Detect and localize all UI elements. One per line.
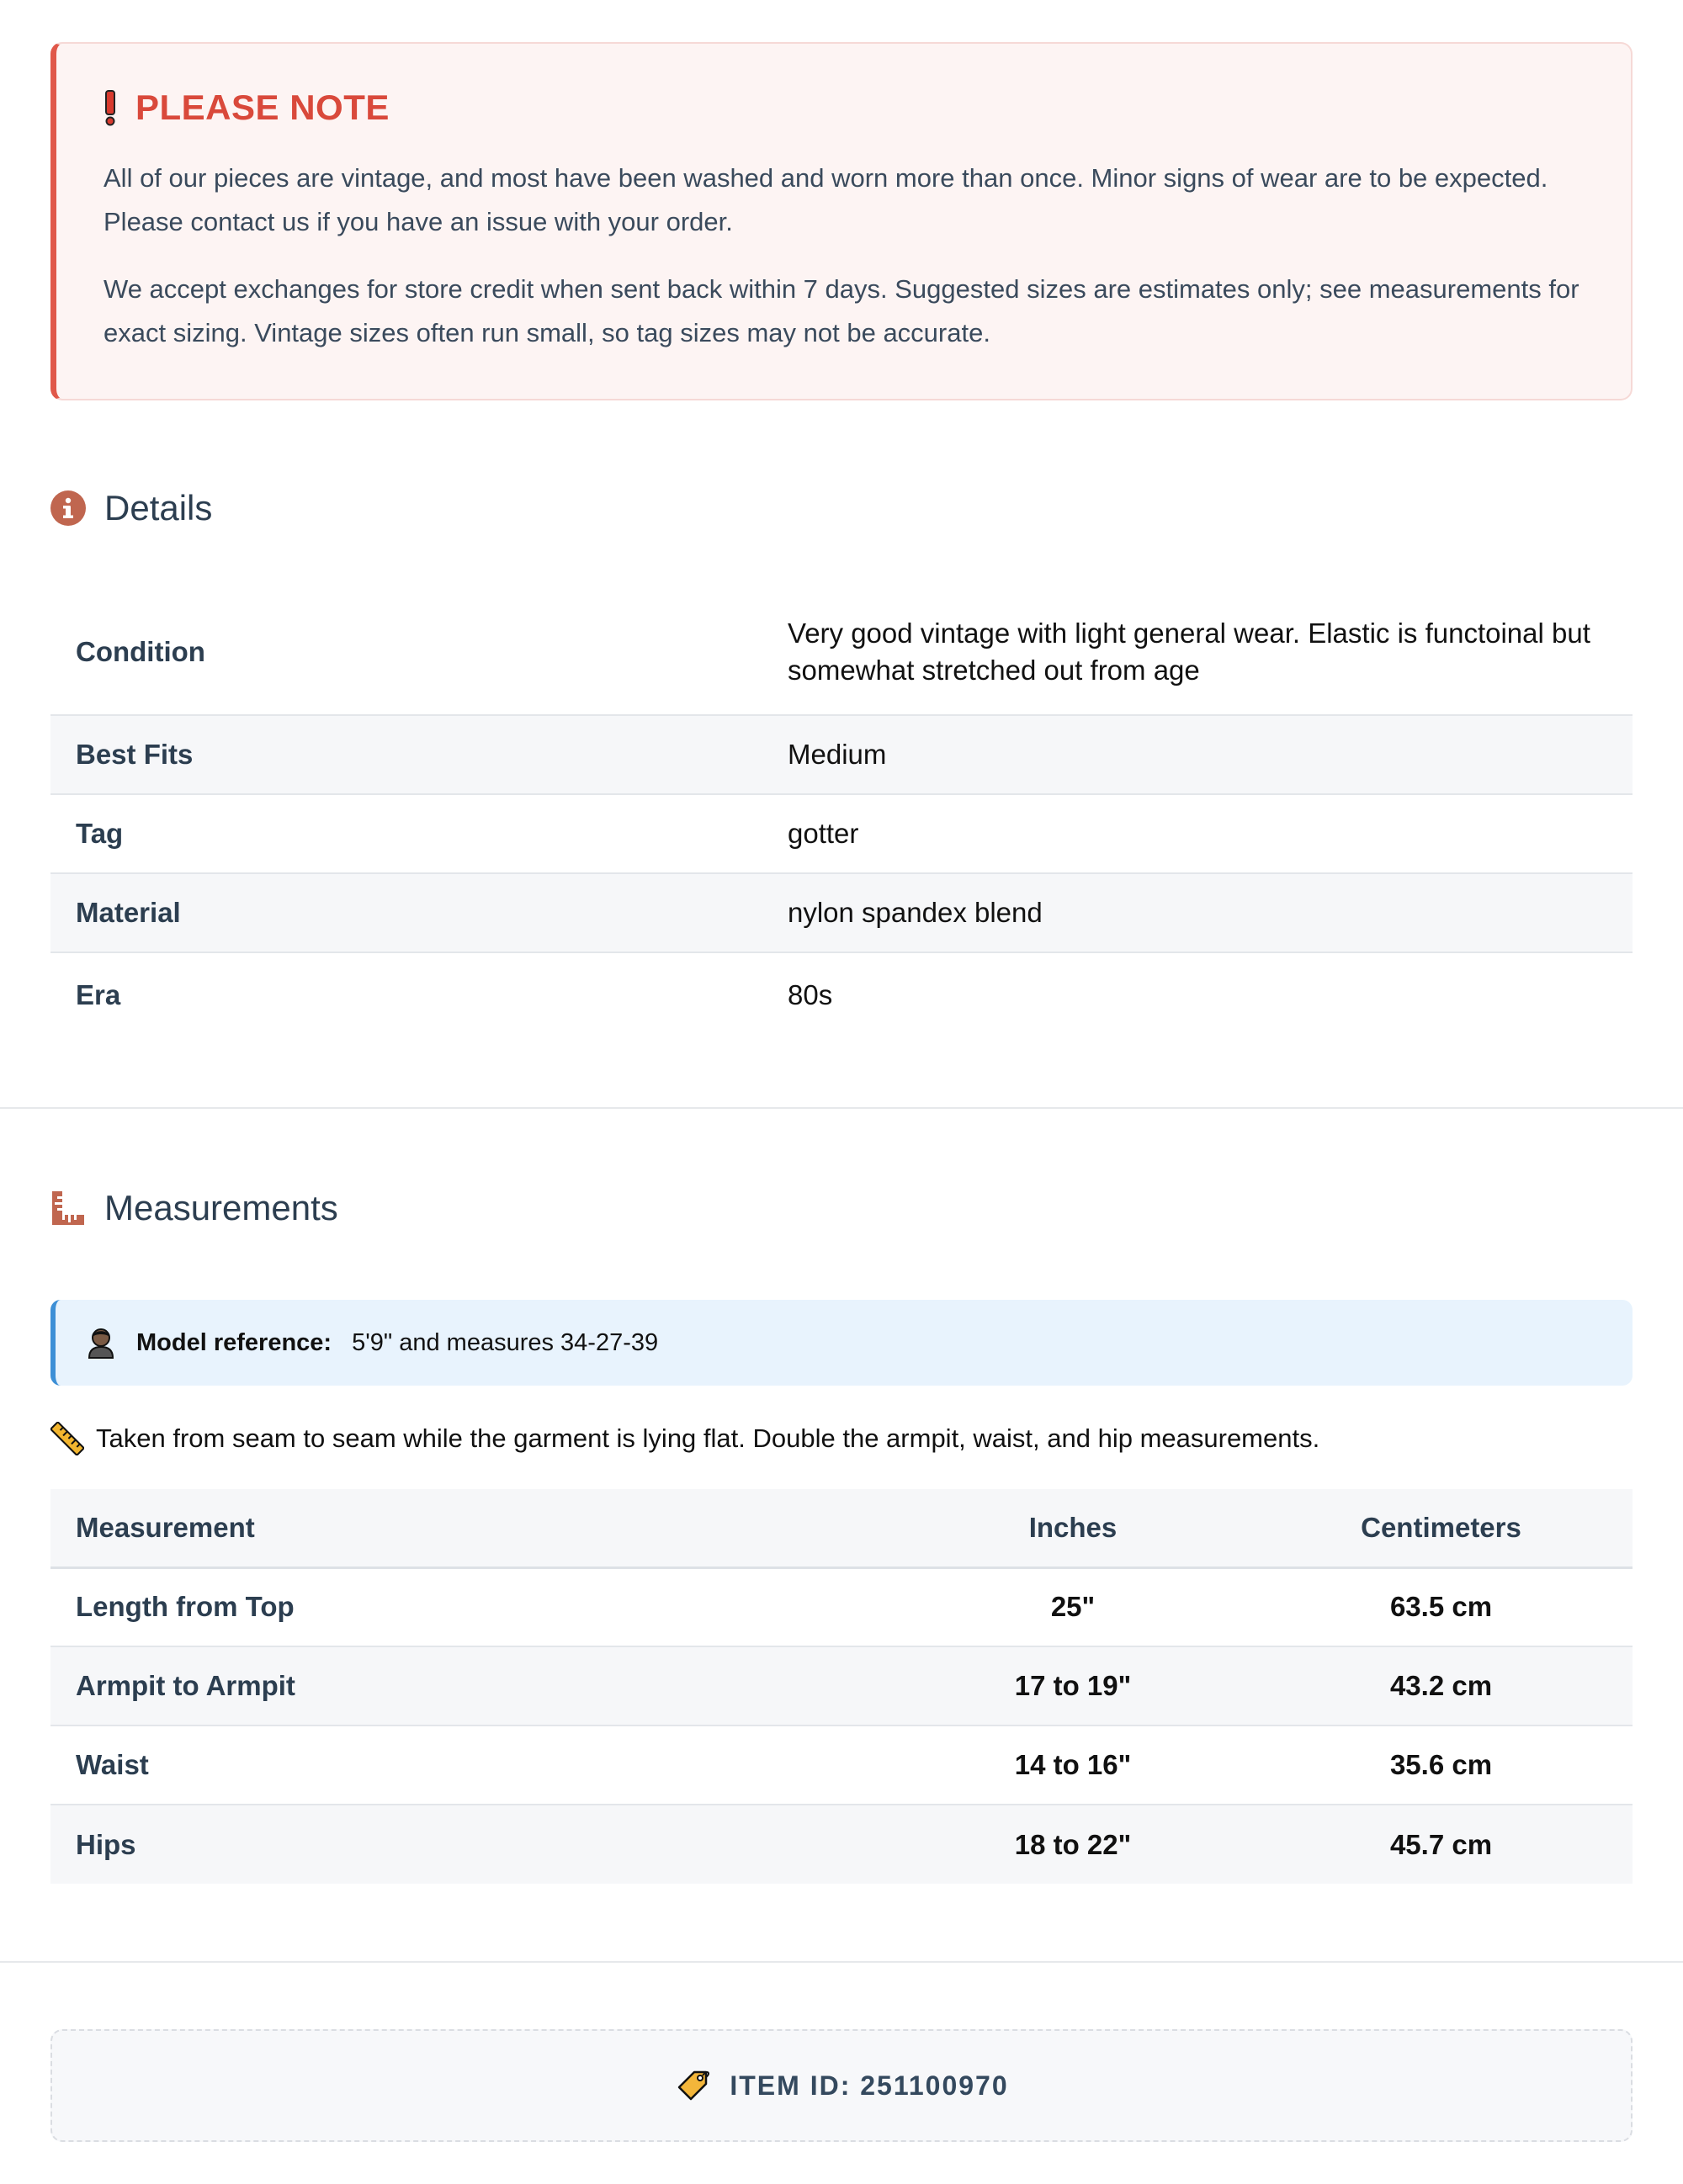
measurement-name: Waist (76, 1749, 149, 1780)
measurement-cm: 45.7 cm (1389, 1828, 1493, 1860)
table-row (50, 1805, 1633, 1884)
table-row (50, 952, 1633, 1036)
measurement-note (50, 1422, 1319, 1455)
measurement-cm: 63.5 cm (1389, 1591, 1493, 1623)
price-tag-icon (674, 2067, 711, 2104)
detail-label: Era (76, 978, 121, 1010)
table-row (50, 873, 1633, 952)
exclamation-icon (104, 89, 117, 126)
ruler-icon (50, 1190, 86, 1227)
model-reference-label: Model reference: (136, 1328, 332, 1356)
item-id-text: ITEM ID: 251100970 (730, 2070, 1009, 2101)
detail-value: nylon spandex blend (788, 897, 1043, 928)
measurement-name: Armpit to Armpit (76, 1670, 295, 1701)
detail-label: Tag (76, 818, 124, 849)
section-divider (0, 1961, 1683, 1963)
measurement-inches: 25" (1050, 1591, 1096, 1623)
detail-label: Material (76, 897, 181, 928)
measurement-inches: 14 to 16" (1014, 1749, 1132, 1780)
detail-value: 80s (788, 978, 833, 1010)
details-title: Details (104, 488, 213, 527)
measurement-cm: 35.6 cm (1389, 1749, 1493, 1780)
detail-value: Very good vintage with light general wear. Elastic is functoinal but somewhat stretched out from age (788, 617, 1590, 686)
model-reference-value: 5'9" and measures 34-27-39 (352, 1328, 659, 1356)
table-row (50, 715, 1633, 794)
item-id-box (50, 2029, 1633, 2142)
measurements-title: Measurements (104, 1188, 338, 1227)
model-person-icon (86, 1326, 116, 1360)
table-row (50, 589, 1633, 715)
note-paragraph-2: We accept exchanges for store credit when sent back within 7 days. Suggested sizes are estimates only; see measurements for exact sizing. Vintage sizes often run small, so tag sizes may not be accurate. (104, 274, 1579, 347)
measurement-name: Length from Top (76, 1591, 295, 1623)
detail-value: gotter (788, 818, 859, 849)
please-note-box (50, 42, 1633, 400)
measurement-cm: 43.2 cm (1389, 1670, 1493, 1701)
table-row (50, 1646, 1633, 1725)
table-row (50, 1725, 1633, 1805)
table-row (50, 1567, 1633, 1646)
info-icon (50, 490, 86, 526)
detail-label: Condition (76, 635, 205, 667)
ruler-pencil-icon (50, 1422, 84, 1455)
measurement-inches: 18 to 22" (1014, 1828, 1132, 1860)
detail-label: Best Fits (76, 739, 194, 770)
details-heading (50, 488, 212, 528)
measurements-table (50, 1489, 1633, 1884)
model-reference-box (50, 1300, 1633, 1386)
note-title-row (104, 87, 1584, 128)
details-table (50, 589, 1633, 1036)
note-paragraph-1: All of our pieces are vintage, and most have been washed and worn more than once. Minor signs of wear are to be expected. Please contact us if you have an issue with your order. (104, 163, 1548, 236)
table-header-row (50, 1489, 1633, 1567)
column-header-measurement: Measurement (50, 1489, 896, 1567)
note-title: PLEASE NOTE (135, 87, 390, 127)
column-header-centimeters: Centimeters (1250, 1489, 1633, 1567)
measurement-note-text: Taken from seam to seam while the garment is lying flat. Double the armpit, waist, and hip measurements. (96, 1423, 1320, 1453)
measurement-inches: 17 to 19" (1014, 1670, 1132, 1701)
measurement-name: Hips (76, 1828, 136, 1860)
section-divider (0, 1107, 1683, 1109)
detail-value: Medium (788, 739, 887, 770)
table-row (50, 794, 1633, 873)
measurements-heading (50, 1188, 338, 1228)
column-header-inches: Inches (896, 1489, 1250, 1567)
